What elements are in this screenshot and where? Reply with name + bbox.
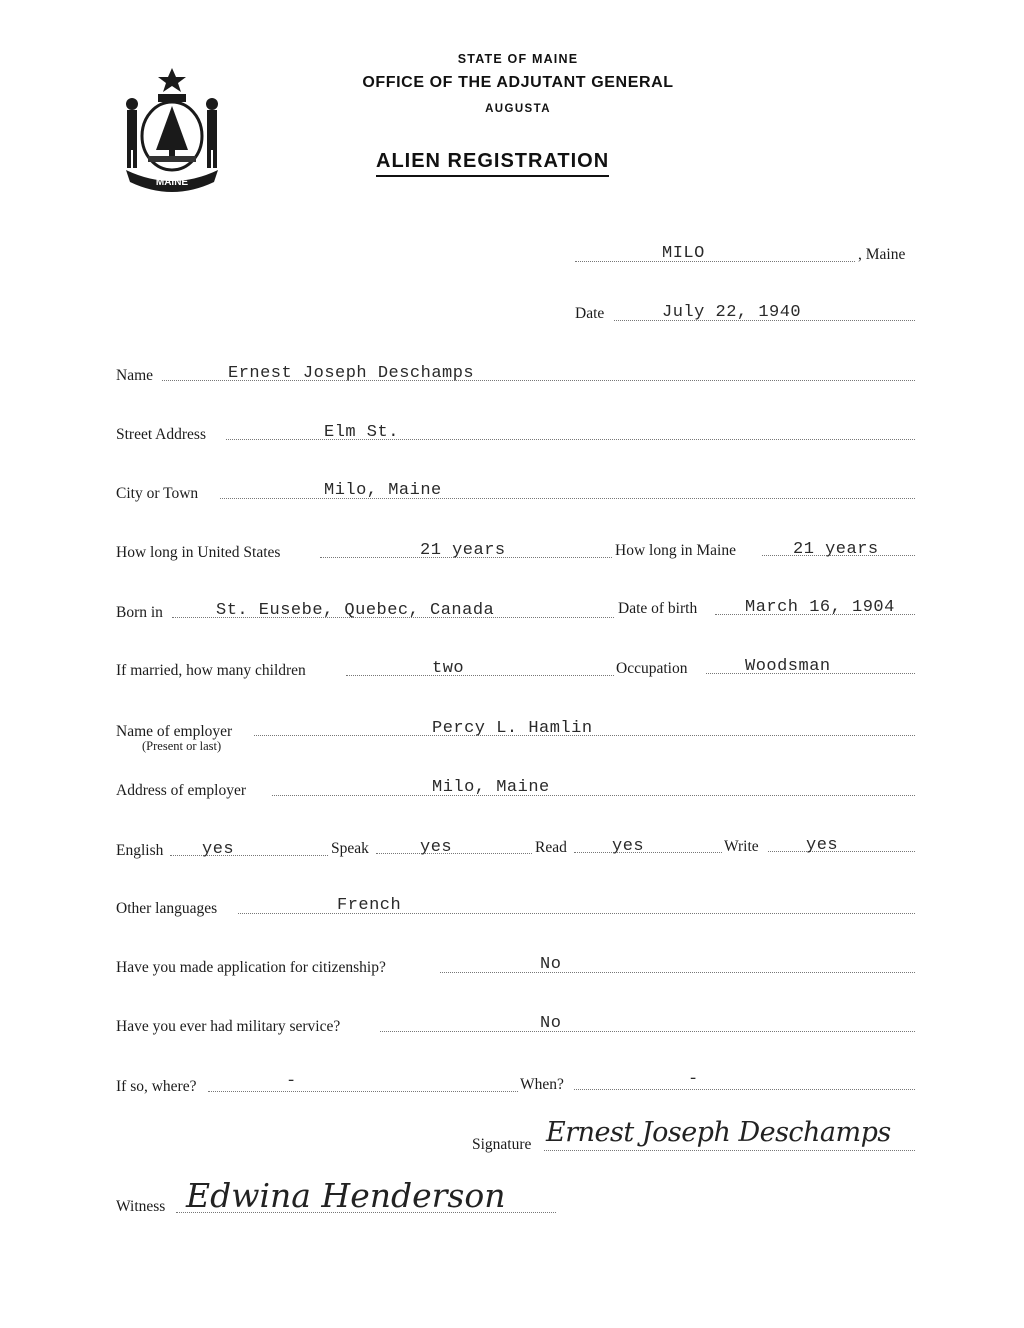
speak-line <box>376 853 532 854</box>
born-value: St. Eusebe, Quebec, Canada <box>216 601 495 620</box>
city-value: Milo, Maine <box>324 481 442 500</box>
date-label: Date <box>575 305 605 322</box>
witness-handwriting: Edwina Henderson <box>186 1176 506 1215</box>
signature-handwriting: Ernest Joseph Deschamps <box>546 1117 891 1148</box>
place-line <box>575 261 855 262</box>
born-label: Born in <box>116 604 163 621</box>
english-value: yes <box>202 840 235 859</box>
signature-label: Signature <box>472 1136 532 1153</box>
english-label: English <box>116 842 164 859</box>
header-state: STATE OF MAINE <box>457 52 579 66</box>
employer-address-value: Milo, Maine <box>432 778 550 797</box>
when-label: When? <box>520 1076 564 1093</box>
us-years-label: How long in United States <box>116 544 281 561</box>
employer-address-label: Address of employer <box>116 782 246 799</box>
employer-label: Name of employer <box>116 723 233 740</box>
read-value: yes <box>612 837 645 856</box>
form-title: ALIEN REGISTRATION <box>376 150 609 177</box>
citizenship-label: Have you made application for citizenship? <box>116 959 386 976</box>
citizenship-value: No <box>540 955 562 974</box>
dob-label: Date of birth <box>618 600 698 617</box>
name-label: Name <box>116 367 154 384</box>
street-value: Elm St. <box>324 423 399 442</box>
other-languages-value: French <box>337 896 402 915</box>
read-line <box>574 852 722 853</box>
name-value: Ernest Joseph Deschamps <box>228 364 475 383</box>
us-years-value: 21 years <box>420 541 506 560</box>
when-line <box>574 1089 915 1090</box>
when-value: - <box>688 1070 699 1089</box>
street-label: Street Address <box>116 426 206 443</box>
occupation-label: Occupation <box>616 660 688 677</box>
signature-line <box>544 1150 915 1151</box>
header-city: AUGUSTA <box>485 103 551 115</box>
speak-label: Speak <box>331 840 369 857</box>
where-value: - <box>286 1072 297 1091</box>
where-line <box>208 1091 518 1092</box>
speak-value: yes <box>420 838 453 857</box>
military-value: No <box>540 1014 562 1033</box>
children-value: two <box>432 659 465 678</box>
military-label: Have you ever had military service? <box>116 1018 341 1035</box>
witness-label: Witness <box>116 1198 166 1215</box>
english-line <box>170 855 328 856</box>
employer-address-line <box>272 795 915 796</box>
children-line <box>346 675 614 676</box>
date-value: July 22, 1940 <box>662 303 802 322</box>
maine-years-value: 21 years <box>793 540 879 559</box>
read-label: Read <box>535 839 567 856</box>
seal-banner-text: MAINE <box>155 177 189 188</box>
maine-years-label: How long in Maine <box>615 542 736 559</box>
employer-value: Percy L. Hamlin <box>432 719 593 738</box>
other-languages-label: Other languages <box>116 900 218 917</box>
place-value: MILO <box>662 244 705 263</box>
where-label: If so, where? <box>116 1078 197 1095</box>
place-suffix: , Maine <box>858 246 906 263</box>
city-label: City or Town <box>116 485 199 502</box>
military-line <box>380 1031 915 1032</box>
citizenship-line <box>440 972 915 973</box>
children-label: If married, how many children <box>116 662 306 679</box>
write-label: Write <box>724 838 759 855</box>
write-value: yes <box>806 836 839 855</box>
employer-sublabel: (Present or last) <box>142 739 222 753</box>
occupation-value: Woodsman <box>745 657 831 676</box>
write-line <box>768 851 915 852</box>
header-office: OFFICE OF THE ADJUTANT GENERAL <box>362 74 674 91</box>
dob-value: March 16, 1904 <box>745 598 895 617</box>
